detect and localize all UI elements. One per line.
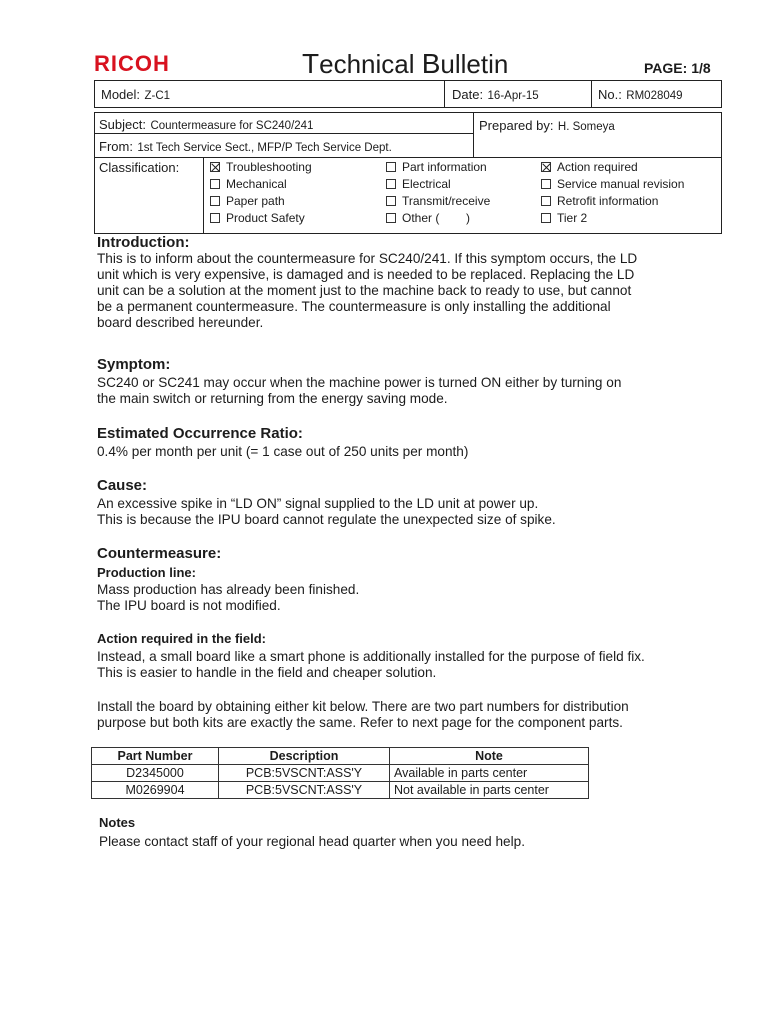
ratio-heading: Estimated Occurrence Ratio:: [97, 425, 303, 442]
classification-label: Classification:: [99, 160, 180, 175]
countermeasure-heading: Countermeasure:: [97, 545, 222, 562]
cause-heading: Cause:: [97, 477, 148, 494]
action-required-heading: Action required in the field:: [97, 631, 267, 646]
introduction-heading: Introduction:: [97, 234, 190, 251]
part-number-cell: D2345000: [92, 765, 219, 782]
table-row: [92, 782, 589, 799]
page-number: PAGE: 1/8: [644, 60, 711, 76]
model-label: Model:: [101, 87, 141, 102]
note-cell: Not available in parts center: [390, 782, 589, 799]
ricoh-logo: RICOH: [94, 51, 170, 76]
number-divider: [591, 81, 592, 107]
option-service-manual-revision[interactable]: Service manual revision: [541, 177, 684, 191]
checkbox-checked-icon[interactable]: [210, 162, 220, 172]
option-other[interactable]: Other ( ): [386, 211, 470, 225]
option-mechanical[interactable]: Mechanical: [210, 177, 287, 191]
install-text: Install the board by obtaining either kit below. There are two part numbers for distribution purpose but both kits are exactly the same. Refer to next page for the component parts.: [97, 699, 629, 730]
number-label: No.:: [598, 87, 622, 102]
parts-table-header: [92, 748, 589, 765]
checkbox-icon[interactable]: [210, 196, 220, 206]
prepared-label: Prepared by:: [479, 118, 554, 133]
checkbox-icon[interactable]: [386, 179, 396, 189]
title-t-rest: echnical: [319, 49, 422, 79]
checkbox-icon[interactable]: [541, 196, 551, 206]
production-line-text: Mass production has already been finished. The IPU board is not modified.: [97, 582, 360, 613]
action-required-text: Instead, a small board like a smart phone is additionally installed for the purpose of field fix. This is easier to handle in the field and cheaper solution.: [97, 649, 645, 680]
part-number-cell: M0269904: [92, 782, 219, 799]
number-field: [598, 86, 683, 104]
description-cell: PCB:5VSCNT:ASS'Y: [219, 782, 390, 799]
model-value: Z-C1: [144, 90, 171, 102]
checkbox-icon[interactable]: [386, 162, 396, 172]
option-paper-path[interactable]: Paper path: [210, 194, 285, 208]
subject-value: Countermeasure for SC240/241: [150, 120, 314, 132]
symptom-text: SC240 or SC241 may occur when the machine power is turned ON either by turning on the main switch or returning from the energy saving mode.: [97, 375, 622, 406]
subject-label: Subject:: [99, 117, 146, 132]
notes-text: Please contact staff of your regional head quarter when you need help.: [99, 834, 525, 849]
title-b-rest: ulletin: [440, 49, 509, 79]
from-value: 1st Tech Service Sect., MFP/P Tech Service Dept.: [137, 142, 392, 154]
checkbox-icon[interactable]: [541, 179, 551, 189]
option-part-information[interactable]: Part information: [386, 160, 487, 174]
note-cell: Available in parts center: [390, 765, 589, 782]
model-date-row: [94, 80, 722, 108]
table-row: [92, 765, 589, 782]
title-b-cap: B: [421, 48, 441, 79]
checkbox-icon[interactable]: [541, 213, 551, 223]
from-label: From:: [99, 139, 133, 154]
classification-divider: [203, 157, 204, 233]
column-header: Note: [390, 748, 589, 765]
checkbox-icon[interactable]: [210, 179, 220, 189]
prepared-value: H. Someya: [557, 121, 615, 133]
from-divider: [95, 157, 721, 158]
notes-heading: Notes: [99, 815, 136, 830]
checkbox-icon[interactable]: [386, 196, 396, 206]
column-header: Description: [219, 748, 390, 765]
model-field: [101, 86, 170, 104]
from-field: [99, 138, 392, 156]
prepared-divider: [473, 113, 474, 157]
date-label: Date:: [452, 87, 484, 102]
option-electrical[interactable]: Electrical: [386, 177, 451, 191]
option-product-safety[interactable]: Product Safety: [210, 211, 305, 225]
cause-text: An excessive spike in “LD ON” signal supplied to the LD unit at power up. This is because the IPU board cannot regulate the unexpected size of spike.: [97, 496, 556, 527]
date-field: [452, 86, 539, 104]
column-header: Part Number: [92, 748, 219, 765]
option-tier-2[interactable]: Tier 2: [541, 211, 587, 225]
prepared-field: [479, 117, 615, 135]
ratio-text: 0.4% per month per unit (= 1 case out of 250 units per month): [97, 444, 469, 459]
symptom-heading: Symptom:: [97, 356, 171, 373]
description-cell: PCB:5VSCNT:ASS'Y: [219, 765, 390, 782]
document-title: [302, 48, 508, 80]
date-divider: [444, 81, 445, 107]
checkbox-icon[interactable]: [386, 213, 396, 223]
introduction-text: This is to inform about the countermeasure for SC240/241. If this symptom occurs, the LD unit which is very expensive, is damaged and is needed to be replaced. Replacing the LD unit can be a solution at the moment just to the machine back to ready to use, but cannot be a permanent countermeasure. The countermeasure is only installing the additional board described hereunder.: [97, 251, 638, 330]
subject-field: [99, 116, 313, 134]
number-value: RM028049: [626, 90, 683, 102]
info-box: [94, 112, 722, 234]
option-troubleshooting[interactable]: Troubleshooting: [210, 160, 312, 174]
title-t-cap: T: [302, 48, 320, 79]
production-line-heading: Production line:: [97, 565, 196, 580]
checkbox-checked-icon[interactable]: [541, 162, 551, 172]
option-transmit-receive[interactable]: Transmit/receive: [386, 194, 490, 208]
checkbox-icon[interactable]: [210, 213, 220, 223]
option-action-required[interactable]: Action required: [541, 160, 638, 174]
parts-table: [91, 747, 589, 799]
option-retrofit-information[interactable]: Retrofit information: [541, 194, 658, 208]
date-value: 16-Apr-15: [487, 90, 539, 102]
